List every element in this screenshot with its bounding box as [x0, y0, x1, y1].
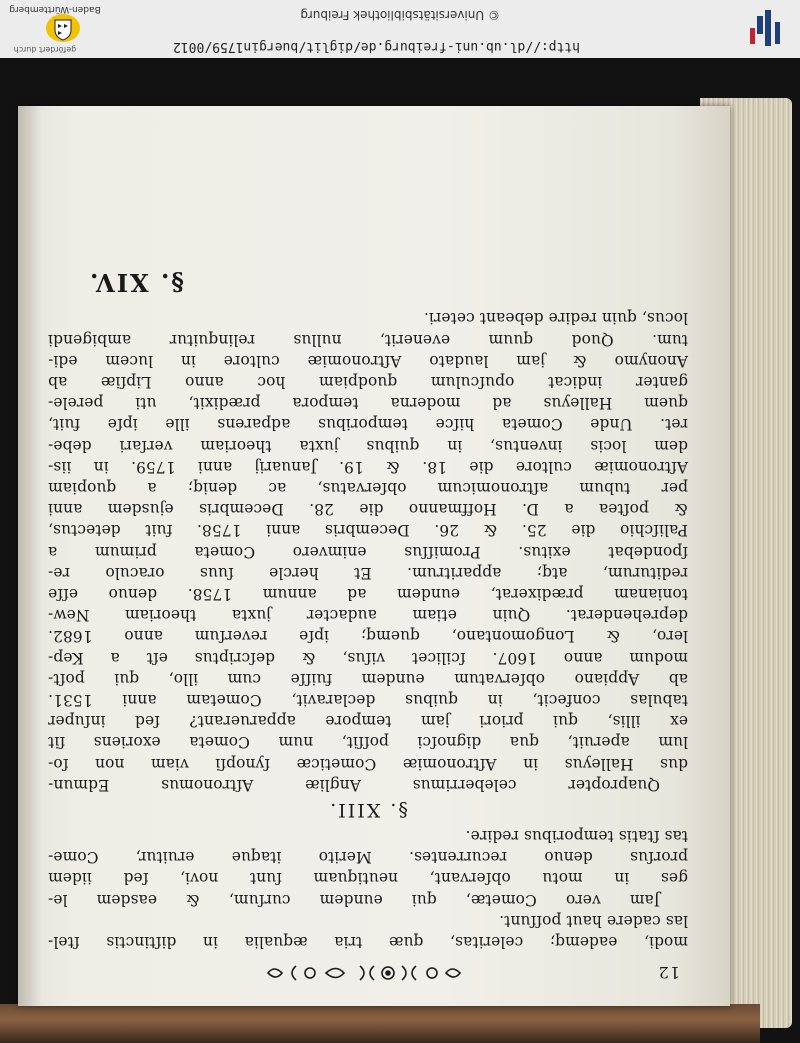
- baden-wuerttemberg-crest-icon: [44, 12, 82, 44]
- page-url-link[interactable]: http://dl.ub.uni-freiburg.de/diglit/buergin1759/0012: [173, 39, 580, 54]
- text-line: deprehenderat. Quin etiam audacter juxta theoriam New-: [48, 606, 688, 625]
- region-label: Baden-Württemberg: [9, 4, 101, 14]
- text-line: prorſus denuo recurrentes. Merito itaque eruitur, Come-: [48, 848, 688, 867]
- text-line: ab Appiano obſervatum eundem fuiſſe cum illo, qui poſt-: [48, 669, 688, 688]
- text-line: tum. Quod quum evenerit, nullus relinquitur ambigendi: [48, 330, 688, 349]
- text-line: tabulas confecit, in quibus declaravit, Cometam anni 1531.: [48, 690, 688, 709]
- funding-label: gefördert durch: [13, 45, 77, 54]
- text-line: modum anno 1607. ſcilicet viſus, & deſcriptus eſt a Kep-: [48, 648, 688, 667]
- text-line: Aſtronomiæ cultore die 18. & 19. Januarij anni 1759. in iis-: [48, 457, 688, 476]
- text-line: modi, eademq; celeritas, quæ tria æqualia in diſtinctis ſtel-: [48, 933, 688, 951]
- text-line: tas ſtatis temporibus redire.: [465, 826, 688, 845]
- text-line: ges in motu obſervant, neutiquam ſunt novi, ſed iidem: [48, 869, 688, 888]
- text-line: ſpondebat exitus. Promiſſus enimvero Cometa primum a: [48, 542, 688, 561]
- text-line: & poſtea a D. Hoffmanno die 28. Decembris ejusdem anni: [48, 500, 688, 519]
- text-line: quem Halleyus ad moderna tempora prædixit, uti perele-: [48, 394, 688, 413]
- printer-ornament-icon: [248, 962, 468, 984]
- text-line: Paliſchio die 25. & 26. Decembris anni 1758. fuit detectus,: [48, 521, 688, 540]
- text-line: Jam vero Cometæ, qui eundem curſum, & easdem le-: [48, 890, 660, 909]
- copyright-notice: © Universitätsbibliothek Freiburg: [300, 8, 500, 22]
- text-line: Anonymo & jam laudato Aſtronomiæ cultore in lucem edi-: [48, 351, 688, 370]
- text-line: rediturum, atq; apparitrum. Et hercle ſuus oraculo re-: [48, 563, 688, 582]
- text-line: Quapropter celeberrimus Angliæ Aſtronomus Edmun-: [48, 775, 660, 794]
- text-line: ex illis, qui priori jam tempore apparuerant? ſed inſuper: [48, 712, 688, 731]
- book-scan: [0, 58, 800, 1043]
- text-line: per tubum aſtronomicum obſervatus, ac deniq; a quopiam: [48, 478, 688, 497]
- page-number: 12: [657, 963, 680, 982]
- text-line: ganter indicat opuſculum quodpiam hoc anno Lipſiæ ab: [48, 372, 688, 391]
- text-line: dus Halleyus in Aſtronomiæ Cometicæ ſynopſi viam non ſo-: [48, 754, 688, 773]
- book-page: [18, 106, 730, 1006]
- book-cover-edge: [0, 1004, 760, 1043]
- text-line: las cadere haut poſſunt.: [499, 911, 688, 930]
- text-line: dem locis inventus, in quibus juxta theoriam verſari debe-: [48, 436, 688, 455]
- printed-text-upside-down: [48, 166, 688, 986]
- text-line: locus, quin redire debeant ceteri.: [423, 309, 688, 328]
- viewer-header: [0, 0, 800, 59]
- text-line: lum aperuit, qua dignoſci poſſit, num Cometa exoriens ſit: [48, 733, 688, 752]
- gutter-shadow: [18, 106, 42, 1006]
- text-line: lero, & Longomontano, quemq; ipſe reverſum anno 1682.: [48, 627, 688, 646]
- section-heading-13: §. XIII.: [328, 798, 408, 821]
- text-block: [48, 267, 688, 952]
- university-library-logo-icon: [748, 8, 788, 50]
- text-line: tonianam prædixerat, eundem ad annum 1758. denuo eſſe: [48, 584, 688, 603]
- viewer-header-flipped: [0, 0, 800, 58]
- text-line: ret. Unde Cometa hiſce temporibus adparens ille ipſe fuit,: [48, 415, 688, 434]
- section-heading-14: §. XIV.: [88, 268, 184, 298]
